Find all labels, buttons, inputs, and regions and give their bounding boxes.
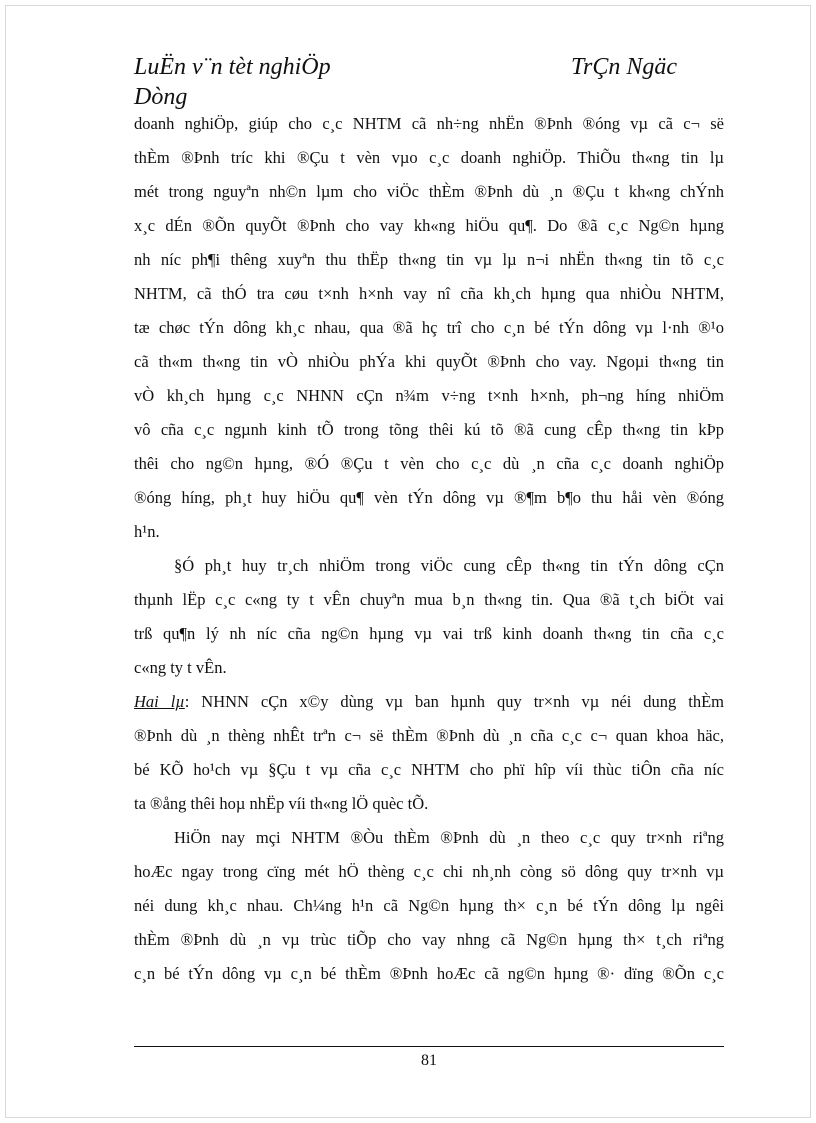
text-line: h¹n.: [134, 522, 160, 541]
text-line: NHTM, cã thÓ tra cøu t×nh h×nh vay nî cña kh¸ch hµng qua nhiÒu NHTM,: [134, 284, 724, 303]
text-line: doanh nghiÖp, giúp cho c¸c NHTM cã nh÷ng nhËn ®Þnh ®óng vµ cã c¬ së: [134, 114, 724, 133]
paragraph-4: [134, 821, 724, 991]
text-line: thÈm ®Þnh tríc khi ®Çu t vèn vµo c¸c doanh nghiÖp. ThiÕu th«ng tin lµ: [134, 148, 724, 167]
header-author-continuation: Dòng: [134, 84, 188, 110]
text-line: tæ chøc tÝn dông kh¸c nhau, qua ®ã hç trî cho c¸n bé tÝn dông vµ l·nh ®¹o: [134, 318, 724, 337]
text-line: trß qu¶n lý nh níc cña ng©n hµng vµ vai trß kinh doanh th«ng tin cña c¸c: [134, 624, 724, 643]
page-number: 81: [421, 1052, 437, 1069]
text-line: néi dung kh¸c nhau. Ch¼ng h¹n cã Ng©n hµng th× c¸n bé tÝn dông lµ ngêi: [134, 896, 724, 915]
text-line: vô cña c¸c ngµnh kinh tÕ trong tõng thêi kú tõ ®ã cung cÊp th«ng tin kÞp: [134, 420, 724, 439]
text-line: x¸c dÉn ®Õn quyÕt ®Þnh cho vay kh«ng hiÖu qu¶. Do ®ã c¸c Ng©n hµng: [134, 216, 724, 235]
document-body: [134, 107, 724, 991]
point-text: : NHNN cÇn x©y dùng vµ ban hµnh quy tr×nh vµ néi dung thÈm: [184, 692, 724, 711]
text-line: mét trong nguyªn nh©n lµm cho viÖc thÈm ®Þnh dù ¸n ®Çu t kh«ng chÝnh: [134, 182, 724, 201]
paragraph-2: [134, 549, 724, 685]
text-line: ta ®ång thêi hoµ nhËp víi th«ng lÖ quèc tÕ.: [134, 794, 429, 813]
header-title: LuËn v¨n tèt nghiÖp: [134, 54, 331, 80]
header-author: TrÇn Ngäc: [571, 54, 678, 80]
point-label: Hai lµ: [134, 692, 185, 711]
paragraph-3: [134, 685, 724, 821]
text-line: §Ó ph¸t huy tr¸ch nhiÖm trong viÖc cung cÊp th«ng tin tÝn dông cÇn: [174, 556, 724, 575]
text-line: ®óng híng, ph¸t huy hiÖu qu¶ vèn tÝn dông vµ ®¶m b¶o thu håi vèn ®óng: [134, 488, 724, 507]
text-line: hoÆc ngay trong cïng mét hÖ thèng c¸c chi nh¸nh còng sö dông quy tr×nh vµ: [134, 862, 724, 881]
text-line: cã th«m th«ng tin vÒ nhiÒu phÝa khi quyÕt ®Þnh cho vay. Ngoµi th«ng tin: [134, 352, 724, 371]
paragraph-1: [134, 107, 724, 549]
text-line: c«ng ty t vÊn.: [134, 658, 227, 677]
text-line: thêi cho ng©n hµng, ®Ó ®Çu t vèn cho c¸c dù ¸n cña c¸c doanh nghiÖp: [134, 454, 724, 473]
text-line: bé KÕ ho¹ch vµ §Çu t vµ cña c¸c NHTM cho phï hîp víi thùc tiÔn cña níc: [134, 760, 724, 779]
footer-rule: [134, 1046, 724, 1047]
text-line: nh níc ph¶i thêng xuyªn thu thËp th«ng tin vµ lµ n¬i nhËn th«ng tin tõ c¸c: [134, 250, 724, 269]
text-line: thÈm ®Þnh dù ¸n vµ trùc tiÕp cho vay nhng cã Ng©n hµng th× t¸ch riªng: [134, 930, 724, 949]
text-line: HiÖn nay mçi NHTM ®Òu thÈm ®Þnh dù ¸n theo c¸c quy tr×nh riªng: [174, 828, 724, 847]
text-line: ®Þnh dù ¸n thèng nhÊt trªn c¬ së thÈm ®Þnh dù ¸n cña c¸c c¬ quan khoa häc,: [134, 726, 724, 745]
text-line: [134, 685, 724, 719]
text-line: c¸n bé tÝn dông vµ c¸n bé thÈm ®Þnh hoÆc cã ng©n hµng ®· dïng ®Õn c¸c: [134, 964, 724, 983]
text-line: vÒ kh¸ch hµng c¸c NHNN cÇn n¾m v÷ng t×nh h×nh, ph¬ng híng nhiÖm: [134, 386, 724, 405]
text-line: thµnh lËp c¸c c«ng ty t vÊn chuyªn mua b¸n th«ng tin. Qua ®ã t¸ch biÖt vai: [134, 590, 724, 609]
